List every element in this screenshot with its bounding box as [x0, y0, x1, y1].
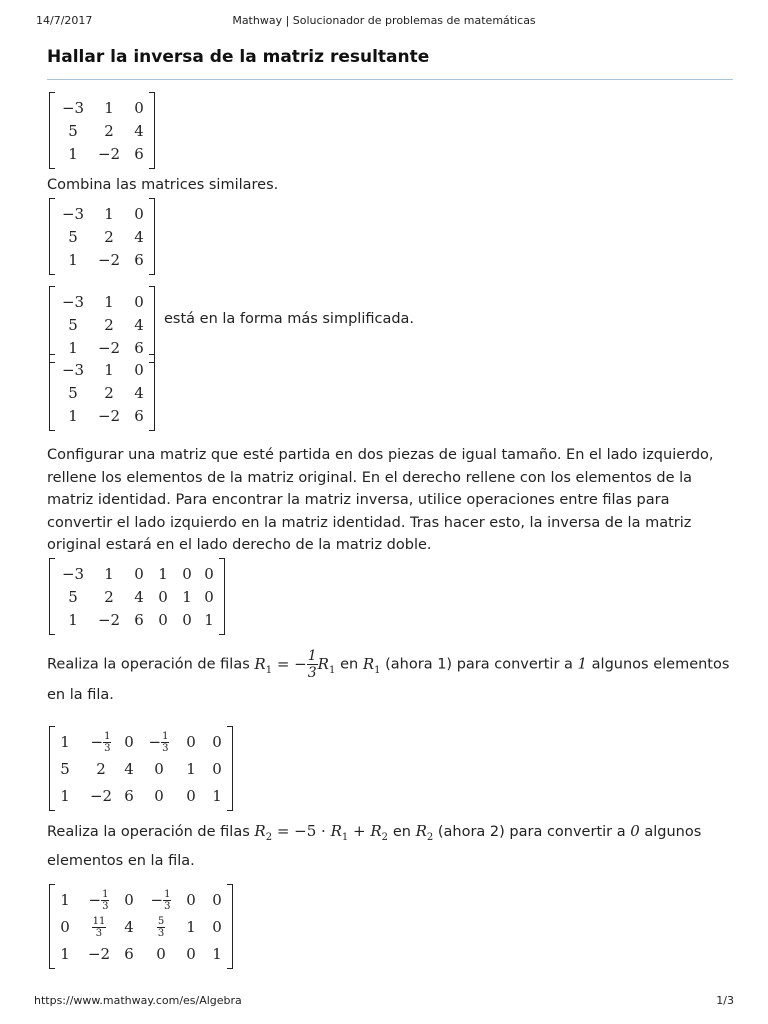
matrix-cell: − $\frac{1}{3}$ [90, 731, 111, 754]
matrix-cell: 1 [104, 292, 114, 311]
matrix-cell: 6 [134, 250, 144, 269]
matrix-cell: 1 [60, 890, 70, 909]
matrix-cell: 6 [134, 144, 144, 163]
matrix-fraction: $\frac{1}{3}$ [162, 731, 169, 754]
matrix-cell: 5 [68, 587, 78, 606]
matrix-cell: 4 [134, 315, 144, 334]
matrix-cell: 1 [104, 564, 114, 583]
matrix-bracket-left [49, 286, 55, 363]
matrix-cell: 1 [60, 786, 70, 805]
matrix-cell: 5 [68, 227, 78, 246]
matrix-cell: − $\frac{1}{3}$ [148, 731, 169, 754]
matrix-cell: 4 [134, 383, 144, 402]
matrix-cell: −2 [89, 786, 113, 805]
op2-formula: $R_2 = -5 \cdot R_1 + R_2$ [254, 822, 389, 843]
matrix-cell: −2 [97, 338, 121, 357]
matrix-cell: 0 [186, 786, 196, 805]
matrix-cell: 0 [134, 564, 144, 583]
matrix-cell: 1 [212, 786, 222, 805]
matrix-simplified [49, 286, 155, 363]
matrix-cell: 0 [154, 759, 164, 778]
matrix-cell: 1 [158, 564, 168, 583]
matrix-cell: 5 [68, 315, 78, 334]
matrix-cell: 6 [124, 944, 134, 963]
matrix-cell: 0 [134, 98, 144, 117]
matrix-cell: −2 [97, 406, 121, 425]
matrix-cell: 4 [134, 121, 144, 140]
matrix-original [49, 92, 155, 169]
matrix-fraction: $\frac{1}{3}$ [102, 889, 109, 912]
matrix-cell: 0 [212, 890, 222, 909]
matrix-cell: 4 [124, 917, 134, 936]
matrix-cell: 4 [134, 587, 144, 606]
matrix-augmented [49, 558, 225, 635]
matrix-cell: 1 [68, 338, 78, 357]
matrix-cell: 1 [68, 406, 78, 425]
matrix-cell: 0 [204, 587, 214, 606]
matrix-cell: 1 [182, 587, 192, 606]
matrix-cell: 6 [124, 786, 134, 805]
matrix-cell: 1 [104, 204, 114, 223]
combine-text: Combina las matrices similares. [47, 177, 279, 193]
matrix-cell: 1 [204, 610, 214, 629]
matrix-cell: 0 [182, 564, 192, 583]
matrix-cell: 0 [212, 917, 222, 936]
matrix-cell: 4 [134, 227, 144, 246]
matrix-cell: 1 [212, 944, 222, 963]
matrix-cell: 0 [182, 610, 192, 629]
matrix-cell: 1 [186, 917, 196, 936]
matrix-cell [147, 915, 175, 940]
matrix-cell: 0 [124, 732, 134, 751]
matrix-cell: 2 [96, 759, 106, 778]
matrix-cell: 1 [68, 144, 78, 163]
matrix-after-op1 [49, 726, 233, 811]
matrix-cell: 0 [158, 587, 168, 606]
matrix-after-op2 [49, 884, 233, 969]
matrix-bracket-left [49, 92, 55, 169]
page-title: Hallar la inversa de la matriz resultante [47, 47, 430, 67]
print-header [0, 14, 768, 34]
matrix-cell: 1 [104, 360, 114, 379]
matrix-cell: 0 [134, 360, 144, 379]
matrix-cell: 2 [104, 227, 114, 246]
matrix-cell: 2 [104, 121, 114, 140]
print-title: Mathway | Solucionador de problemas de matemáticas [232, 14, 536, 27]
matrix-cell: 1 [68, 610, 78, 629]
matrix-cell: 6 [134, 406, 144, 425]
setup-paragraph: Configurar una matriz que esté partida en dos piezas de igual tamaño. En el lado izquierdo, rellene los elementos de la matriz original. En el derecho rellene con los elementos de la matriz identidad. Para encontrar la matriz inversa, utilice operaciones entre filas para convertir el lado izquierdo en la matriz identidad. Tras hacer esto, la inversa de la matriz original estará en el lado derecho de la matriz doble. [47, 447, 714, 553]
print-date: 14/7/2017 [36, 14, 93, 27]
matrix-cell: 0 [212, 759, 222, 778]
matrix-cell: 0 [212, 732, 222, 751]
matrix-bracket-left [49, 198, 55, 275]
matrix-cell: 4 [124, 759, 134, 778]
matrix-cell: −3 [61, 564, 85, 583]
matrix-bracket-left [49, 354, 55, 431]
matrix-cell: 0 [186, 890, 196, 909]
matrix-cell: 5 [60, 759, 70, 778]
matrix-cell: −3 [61, 292, 85, 311]
matrix-cell: −2 [97, 250, 121, 269]
matrix-cell: −3 [61, 204, 85, 223]
matrix-fraction: $\frac{5}{3}$ [157, 916, 165, 939]
matrix-cell: 0 [158, 610, 168, 629]
matrix-cell: − $\frac{1}{3}$ [150, 889, 171, 912]
matrix-cell: 1 [68, 250, 78, 269]
matrix-cell: 1 [104, 98, 114, 117]
matrix-cell: 1 [186, 759, 196, 778]
matrix-cell: −2 [97, 610, 121, 629]
page-number: 1/3 [716, 994, 734, 1007]
matrix-cell: 0 [186, 944, 196, 963]
matrix-combined [49, 198, 155, 275]
matrix-cell: − $\frac{1}{3}$ [88, 889, 109, 912]
matrix-cell: 0 [204, 564, 214, 583]
matrix-cell: 0 [60, 917, 70, 936]
matrix-cell: 6 [134, 610, 144, 629]
matrix-cell: 6 [134, 338, 144, 357]
matrix-cell: −2 [87, 944, 111, 963]
matrix-cell: 0 [124, 890, 134, 909]
matrix-fraction: $\frac{11}{3}$ [92, 916, 106, 939]
matrix-cell: 0 [134, 292, 144, 311]
matrix-fraction: $\frac{1}{3}$ [104, 731, 111, 754]
matrix-result [49, 354, 155, 431]
simplified-text: está en la forma más simplificada. [164, 311, 415, 327]
matrix-cell [85, 915, 113, 940]
fraction-one-third: $\frac{1}{3}$ [307, 648, 317, 681]
matrix-cell: −3 [61, 360, 85, 379]
matrix-cell: 2 [104, 315, 114, 334]
matrix-fraction: $\frac{1}{3}$ [164, 889, 171, 912]
matrix-cell: 0 [186, 732, 196, 751]
matrix-cell: 0 [156, 944, 166, 963]
matrix-cell: 0 [134, 204, 144, 223]
title-divider [47, 79, 733, 80]
matrix-cell: 0 [154, 786, 164, 805]
matrix-cell: 2 [104, 383, 114, 402]
row-operation-2: Realiza la operación de filas $R_2 = -5 \cdot R_1 + R_2$ en $R_2$ (ahora 2) para convertir a 0 algunos elementos en la fila. [47, 822, 702, 869]
matrix-cell: 2 [104, 587, 114, 606]
row-operation-1: Realiza la operación de filas $R_1$ = − $\frac{1}{3}$ $R_1$ en $R_1$ (ahora 1) para convertir a 1 algunos elementos en la fila. [47, 648, 730, 703]
print-footer [0, 994, 768, 1014]
matrix-bracket-left [49, 558, 55, 635]
matrix-cell: 1 [60, 944, 70, 963]
matrix-cell: −2 [97, 144, 121, 163]
print-url: https://www.mathway.com/es/Algebra [34, 994, 242, 1007]
matrix-cell: −3 [61, 98, 85, 117]
op1-prefix: Realiza la operación de filas [47, 656, 250, 673]
op1-formula: $R_1$ = − $\frac{1}{3}$ $R_1$ [254, 648, 336, 681]
matrix-cell: 5 [68, 121, 78, 140]
matrix-cell: 1 [60, 732, 70, 751]
matrix-cell: 5 [68, 383, 78, 402]
